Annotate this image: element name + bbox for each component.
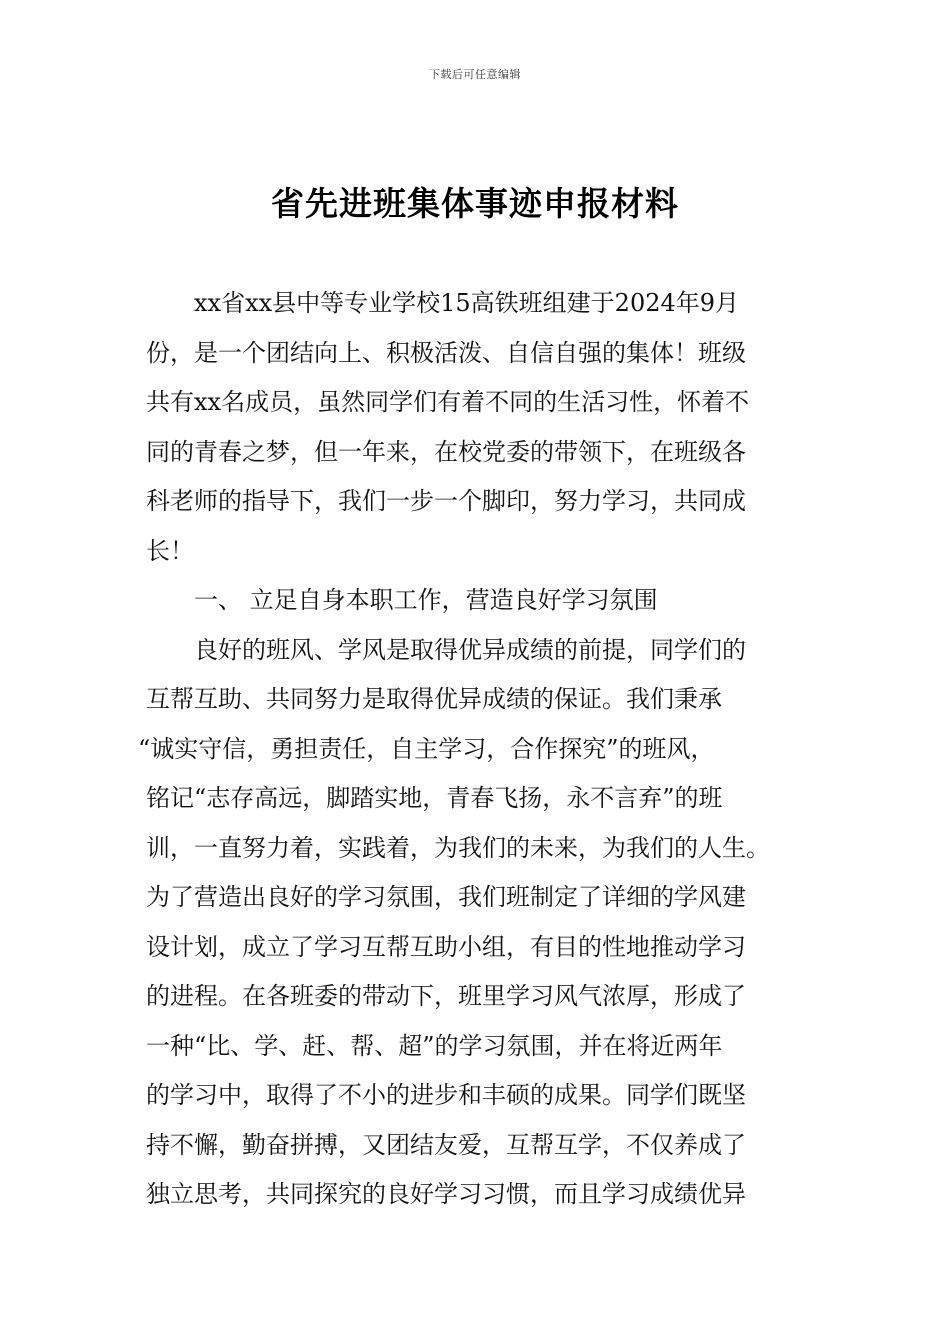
paragraph-line: 一种“比、学、赶、帮、超”的学习氛围，并在将近两年 (146, 1031, 723, 1060)
paragraph-line: 为了营造出良好的学习氛围，我们班制定了详细的学风建 (146, 883, 746, 911)
document-title: 省先进班集体事迹申报材料 (271, 184, 679, 223)
paragraph-line: 科老师的指导下，我们一步一个脚印，努力学习，共同成 (146, 487, 746, 515)
paragraph-line: 的学习中，取得了不小的进步和丰硕的成果。同学们既坚 (146, 1081, 746, 1109)
paragraph-line: 份，是一个团结向上、积极活泼、自信自强的集体！班级 (146, 338, 746, 367)
section-heading: 一、 立足自身本职工作，营造良好学习氛围 (194, 586, 658, 614)
paragraph-line: 训，一直努力着，实践着，为我们的未来，为我们的人生。 (146, 833, 770, 862)
paragraph-line: 互帮互助、共同努力是取得优异成绩的保证。我们秉承 (146, 685, 722, 713)
paragraph-line: 长！ (146, 536, 194, 565)
paragraph-line: “诚实守信，勇担责任，自主学习，合作探究”的班风， (138, 734, 715, 763)
paragraph-line: 共有xx名成员，虽然同学们有着不同的生活习性，怀着不 (146, 388, 750, 416)
header-note: 下载后可任意编辑 (429, 68, 521, 81)
paragraph-line: 的进程。在各班委的带动下，班里学习风气浓厚，形成了 (146, 982, 746, 1010)
paragraph-line: 设计划，成立了学习互帮互助小组，有目的性地推动学习 (146, 932, 746, 961)
paragraph-line: 同的青春之梦，但一年来，在校党委的带领下，在班级各 (146, 437, 746, 466)
paragraph-line: 持不懈，勤奋拼搏，又团结友爱，互帮互学，不仅养成了 (146, 1130, 746, 1159)
document-body (138, 279, 806, 1220)
paragraph-line: xx省xx县中等专业学校15高铁班组建于2024年9月 (194, 289, 740, 317)
paragraph-line: 良好的班风、学风是取得优异成绩的前提，同学们的 (194, 635, 746, 664)
paragraph-line: 铭记“志存高远，脚踏实地，青春飞扬，永不言弃”的班 (146, 784, 723, 812)
paragraph-line: 独立思考，共同探究的良好学习习惯，而且学习成绩优异 (146, 1180, 746, 1208)
